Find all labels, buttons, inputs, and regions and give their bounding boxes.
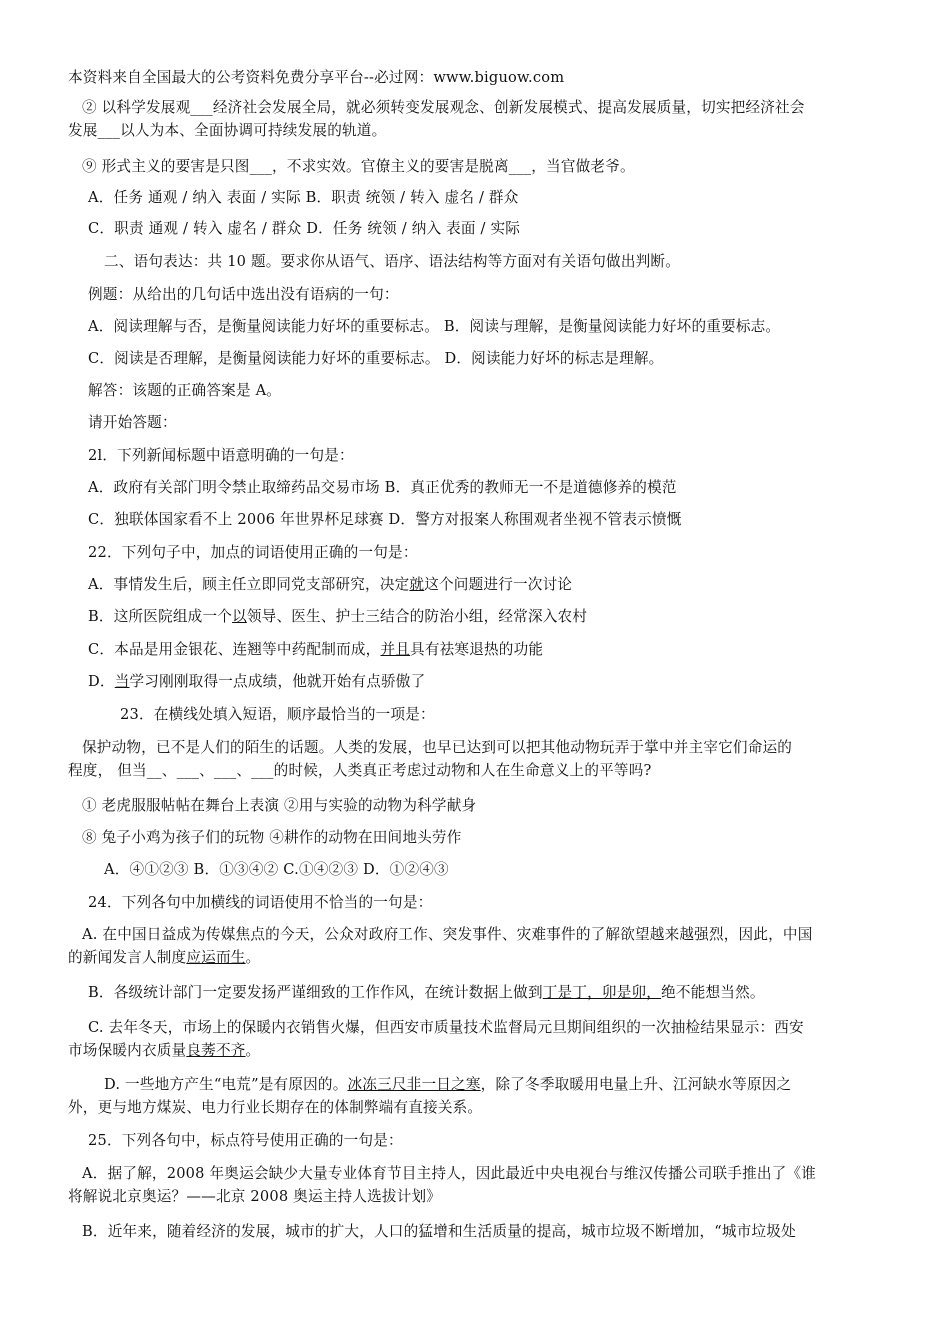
line-text: A. 在中国日益成为传媒焦点的今天，公众对政府工作、突发事件、灾难事件的了解欲望越来越强烈，因此，中国 bbox=[82, 926, 813, 943]
text-line bbox=[68, 121, 386, 141]
line-text: 程度， 但当__、___、___、___的时候，人类真正考虑过动物和人在生命意义上的平等吗? bbox=[68, 762, 652, 779]
underlined-word: 应运而生 bbox=[186, 949, 246, 966]
text-line bbox=[82, 1222, 796, 1242]
line-text: 外，更与地方煤炭、电力行业长期存在的体制弊端有直接关系。 bbox=[68, 1099, 483, 1116]
line-text: 解答：该题的正确答案是 A。 bbox=[88, 382, 282, 399]
underlined-word: 当 bbox=[114, 673, 130, 690]
line-text: 将解说北京奥运？——北京 2008 奥运主持人选拔计划》 bbox=[68, 1188, 442, 1205]
line-text: 的新闻发言人制度 bbox=[68, 949, 187, 966]
text-line bbox=[88, 219, 520, 239]
line-text: 2l．下列新闻标题中语意明确的一句是： bbox=[88, 447, 354, 464]
text-line bbox=[68, 1041, 260, 1061]
line-text: ⑧ 兔子小鸡为孩子们的玩物 ④耕作的动物在田间地头劳作 bbox=[82, 829, 462, 846]
text-line bbox=[88, 983, 765, 1003]
line-text: 25．下列各句中，标点符号使用正确的一句是： bbox=[88, 1132, 403, 1149]
line-text: 24．下列各句中加横线的词语使用不恰当的一句是： bbox=[88, 894, 433, 911]
underlined-word: 并且 bbox=[380, 641, 411, 658]
line-text-continued: 学习刚刚取得一点成绩，他就开始有点骄傲了 bbox=[129, 673, 426, 690]
text-line bbox=[82, 1164, 816, 1184]
header-source-line: 本资料来自全国最大的公考资料免费分享平台--必过网：www.biguow.com bbox=[68, 69, 565, 86]
text-line bbox=[82, 738, 792, 758]
text-line bbox=[68, 948, 260, 968]
text-line bbox=[88, 413, 177, 433]
line-text: A．政府有关部门明令禁止取缔药品交易市场 B．真正优秀的教师无一不是道德修养的模范 bbox=[88, 479, 677, 496]
line-text: B．近年来，随着经济的发展，城市的扩大，人口的猛增和生活质量的提高，城市垃圾不断增加，“城市垃圾处 bbox=[82, 1223, 796, 1240]
text-line bbox=[82, 98, 805, 118]
underlined-word: 以 bbox=[232, 608, 247, 625]
line-text: 请开始答题： bbox=[88, 414, 177, 431]
text-line bbox=[88, 893, 432, 913]
text-line bbox=[88, 510, 682, 530]
line-text: ② 以科学发展观___经济社会发展全局，就必须转变发展观念、创新发展模式、提高发展质量，切实把经济社会 bbox=[82, 99, 805, 116]
line-text: C．阅读是否理解，是衡量阅读能力好坏的重要标志。 D．阅读能力好坏的标志是理解。 bbox=[88, 350, 664, 367]
text-line bbox=[88, 640, 543, 660]
text-line bbox=[88, 607, 587, 627]
line-text: A．任务 通观 / 纳入 表面 / 实际 B．职责 统领 / 转入 虚名 / 群众 bbox=[88, 189, 519, 206]
line-text: D. 一些地方产生“电荒”是有原因的。 bbox=[104, 1076, 348, 1093]
text-line bbox=[68, 1187, 441, 1207]
line-text-continued: ，除了冬季取暖用电量上升、江河缺水等原因之 bbox=[480, 1076, 792, 1093]
text-line bbox=[68, 1098, 482, 1118]
line-text: ⑨ 形式主义的要害是只图___，不求实效。官僚主义的要害是脱离___，当官做老爷。 bbox=[82, 158, 635, 175]
line-text: 市场保暖内衣质量 bbox=[68, 1042, 187, 1059]
text-line bbox=[88, 349, 663, 369]
text-line bbox=[88, 188, 519, 208]
underlined-word: 良莠不齐 bbox=[186, 1042, 246, 1059]
text-line bbox=[88, 317, 780, 337]
text-line bbox=[88, 543, 418, 563]
text-line bbox=[88, 1018, 804, 1038]
text-line bbox=[82, 925, 813, 945]
line-text-continued: 。 bbox=[245, 949, 261, 966]
line-text: A．④①②③ B．①③④② C.①④②③ D．①②④③ bbox=[104, 861, 449, 878]
line-text: 二、语句表达：共 10 题。要求你从语气、语序、语法结构等方面对有关语句做出判断。 bbox=[104, 253, 681, 270]
line-text-continued: 领导、医生、护士三结合的防治小组，经常深入农村 bbox=[246, 608, 588, 625]
text-line bbox=[104, 252, 680, 272]
text-line bbox=[68, 761, 652, 781]
underlined-word: 冰冻三尺非一日之寒 bbox=[347, 1076, 481, 1093]
line-text: D． bbox=[88, 673, 115, 690]
line-text: 发展___以人为本、全面协调可持续发展的轨道。 bbox=[68, 122, 387, 139]
line-text: C．独联体国家看不上 2006 年世界杯足球赛 D．警方对报案人称围观者坐视不管表示愤慨 bbox=[88, 511, 682, 528]
text-line bbox=[88, 672, 425, 692]
line-text: 例题：从给出的几句话中选出没有语病的一句： bbox=[88, 286, 399, 303]
line-text: 保护动物，已不是人们的陌生的话题。人类的发展，也早已达到可以把其他动物玩弄于掌中并主宰它们命运的 bbox=[82, 739, 793, 756]
text-line bbox=[104, 860, 449, 880]
text-line bbox=[104, 1075, 791, 1095]
text-line bbox=[120, 705, 435, 725]
line-text: B．这所医院组成一个 bbox=[88, 608, 233, 625]
underlined-word: 就 bbox=[409, 576, 425, 593]
line-text-continued: 绝不能想当然。 bbox=[661, 984, 765, 1001]
line-text: 22．下列句子中，加点的词语使用正确的一句是： bbox=[88, 544, 418, 561]
line-text-continued: 这个问题进行一次讨论 bbox=[424, 576, 573, 593]
text-line bbox=[82, 796, 476, 816]
line-text: C．本品是用金银花、连翘等中药配制而成， bbox=[88, 641, 381, 658]
line-text-continued: 具有祛寒退热的功能 bbox=[410, 641, 544, 658]
text-line bbox=[88, 1131, 403, 1151]
line-text: A．阅读理解与否，是衡量阅读能力好坏的重要标志。 B．阅读与理解，是衡量阅读能力好坏的重要标志。 bbox=[88, 318, 781, 335]
text-line bbox=[88, 446, 354, 466]
line-text: B．各级统计部门一定要发扬严谨细致的工作作风，在统计数据上做到 bbox=[88, 984, 543, 1001]
text-line bbox=[88, 381, 281, 401]
line-text: A．据了解，2008 年奥运会缺少大量专业体育节目主持人，因此最近中央电视台与维汉传播公司联手推出了《谁 bbox=[82, 1165, 817, 1182]
text-line bbox=[82, 828, 462, 848]
text-line bbox=[88, 478, 677, 498]
line-text: ① 老虎服服帖帖在舞台上表演 ②用与实验的动物为科学献身 bbox=[82, 797, 477, 814]
text-line bbox=[82, 157, 635, 177]
line-text: 23．在横线处填入短语，顺序最恰当的一项是： bbox=[120, 706, 435, 723]
text-line bbox=[88, 575, 572, 595]
text-line bbox=[88, 285, 399, 305]
line-text-continued: 。 bbox=[245, 1042, 261, 1059]
underlined-word: 丁是丁，卯是卯， bbox=[542, 984, 662, 1001]
line-text: C．职责 通观 / 转入 虚名 / 群众 D．任务 统领 / 纳入 表面 / 实际 bbox=[88, 220, 521, 237]
line-text: A．事情发生后，顾主任立即同党支部研究，决定 bbox=[88, 576, 410, 593]
line-text: C. 去年冬天，市场上的保暖内衣销售火爆，但西安市质量技术监督局元旦期间组织的一次抽检结果显示：西安 bbox=[88, 1019, 804, 1036]
